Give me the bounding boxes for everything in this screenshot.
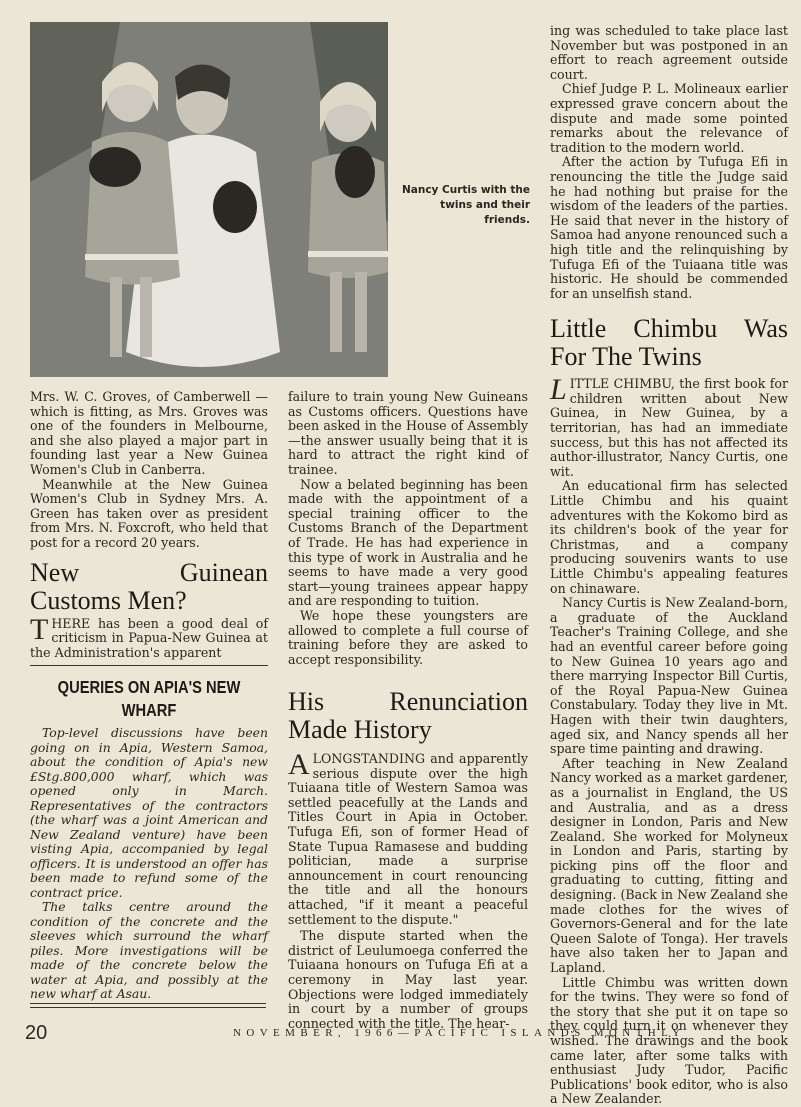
paragraph: Nancy Curtis is New Zealand-born, a graduate of the Auckland Teacher's Training College, and she had an eventful career before going to New Guinea 10 years ago and there marrying Inspector Bill Curtis, of the Royal Papua-New Guinea Constabulary. Today they live in Mt. Hagen with their twin daughters, aged six, and Nancy spends all her spare time painting and drawing. <box>550 595 788 757</box>
lead-paragraph <box>288 748 528 927</box>
dropcap: L <box>550 373 567 407</box>
lead-text: LONGSTANDING and apparently serious dispute over the high Tuiaana title of Western Samoa was settled peacefully at the Lands and Titles Court in Apia in October. Tufuga Efi, son of former Head of State Tupua Ramasese and budding politician, made a surprise announcement in court renouncing the title and all the honours attached, "if it meant a peaceful settlement to the dispute." <box>288 751 528 927</box>
divider <box>30 1003 266 1004</box>
paragraph: An educational firm has selected Little Chimbu and his quaint adventures with the Kokomo bird as its children's book of the year for Christmas, and a company producing souvenirs wants to use Little Chimbu's appealing features on chinaware. <box>550 478 788 596</box>
lead-paragraph <box>550 373 788 479</box>
paragraph: Top-level discussions have been going on in Apia, Western Samoa, about the condition of Apia's new £Stg.800,000 wharf, which was opened only in March. Representatives of the contractors (the wharf was a joint American and New Zealand venture) have been visting Apia, accompanied by legal officers. It is understood an offer has been made to refund some of the contract price. <box>30 725 268 900</box>
paragraph: Meanwhile at the New Guinea Women's Club in Sydney Mrs. A. Green has taken over as president from Mrs. N. Foxcroft, who held that post for a record 20 years. <box>30 476 268 550</box>
paragraph: Now a belated beginning has been made with the appointment of a special training officer to the Customs Branch of the Department of Trade. He has had experience in this type of work in Australia and he seems to have made a very good start—young trainees appear happy and are responding to tuition. <box>288 476 528 609</box>
lead-text: HERE has been a good deal of criticism in Papua-New Guinea at the Administration's apparent <box>30 615 268 660</box>
divider <box>30 665 268 666</box>
box-body <box>30 726 268 1002</box>
paragraph: Chief Judge P. L. Molineaux earlier expressed grave concern about the dispute and made some pointed remarks about the relevance of tradition to the modern world. <box>550 81 788 155</box>
dropcap: A <box>288 748 310 781</box>
lead-paragraph <box>30 612 268 661</box>
photo-caption: Nancy Curtis with the twins and their friends. <box>401 184 530 226</box>
column-3 <box>550 24 788 1107</box>
box-title: QUERIES ON APIA'S NEW WHARF <box>57 677 241 720</box>
photo-twins <box>30 22 388 377</box>
headline-little-chimbu: Little Chimbu Was For The Twins <box>550 314 788 372</box>
paragraph: We hope these youngsters are allowed to complete a full course of training before they are asked to accept responsibility. <box>288 607 528 667</box>
column-2 <box>288 390 528 667</box>
column-2-story <box>288 688 528 1031</box>
headline-renunciation: His Renunciation Made History <box>288 687 528 744</box>
paragraph: The talks centre around the condition of the concrete and the sleeves which surround the wharf piles. More investigations will be made of the concrete below the water at Apia, and possibly at the new wharf at Asau. <box>30 899 268 1001</box>
lead-text: ITTLE CHIMBU, the first book for children written about New Guinea, in New Guinea, by a territorian, has had an immediate success, but this has not affected its author-illustrator, Nancy Curtis, one wit. <box>550 376 788 479</box>
page-footer <box>25 1022 785 1042</box>
paragraph: After the action by Tufuga Efi in renouncing the title the Judge said he had nothing but praise for the wisdom of the leaders of the parties. He said that never in the history of Samoa had anyone renounced such a high title and the relinquishing by Tufuga Efi of the Tuiaana title was historic. He should be commended for an unselfish stand. <box>550 154 788 301</box>
page-number: 20 <box>25 1022 48 1044</box>
paragraph: failure to train young New Guineans as Customs officers. Questions have been asked in the House of Assembly—the answer usually being that it is hard to attract the right kind of trainee. <box>288 389 528 477</box>
headline-customs: New Guinean Customs Men? <box>30 557 268 615</box>
paragraph: Mrs. W. C. Groves, of Camberwell —which is fitting, as Mrs. Groves was one of the founders in Melbourne, and she also played a major part in founding last year a New Guinea Women's Club in Canberra. <box>30 389 268 477</box>
footer-text: NOVEMBER, 1966—PACIFIC ISLANDS MONTHLY <box>233 1027 686 1039</box>
paragraph: ing was scheduled to take place last November but was postponed in an effort to reach agreement outside court. <box>550 23 788 82</box>
dropcap: T <box>30 612 49 646</box>
box-queries-apia <box>30 676 268 1002</box>
column-1 <box>30 390 268 660</box>
paragraph: The dispute started when the district of Leulumoega conferred the Tuiaana honours on Tufuga Efi at a ceremony in May last year. Objections were lodged immediately in court by a number of groups connected with the title. The hear- <box>288 928 528 1031</box>
paragraph: After teaching in New Zealand Nancy worked as a market gardener, as a journalist in England, the US and Australia, and as a dress designer in London, Paris and New Zealand. She worked for Molyneux in London and Paris, starting by picking pins off the floor and graduating to cutting, fitting and designing. (Back in New Zealand she made clothes for the wives of Governors-General and for the late Queen Salote of Tonga). Her travels have also taken her to Japan and Lapland. <box>550 755 788 976</box>
divider <box>30 1007 266 1008</box>
paragraph: Little Chimbu was written down for the twins. They were so fond of the story that she put it on tape so they could turn it on whenever they wished. The drawings and the book came later, after some talks with enthusiast Judy Tudor, Pacific Publications' book editor, who is also a New Zealander. <box>550 974 788 1107</box>
